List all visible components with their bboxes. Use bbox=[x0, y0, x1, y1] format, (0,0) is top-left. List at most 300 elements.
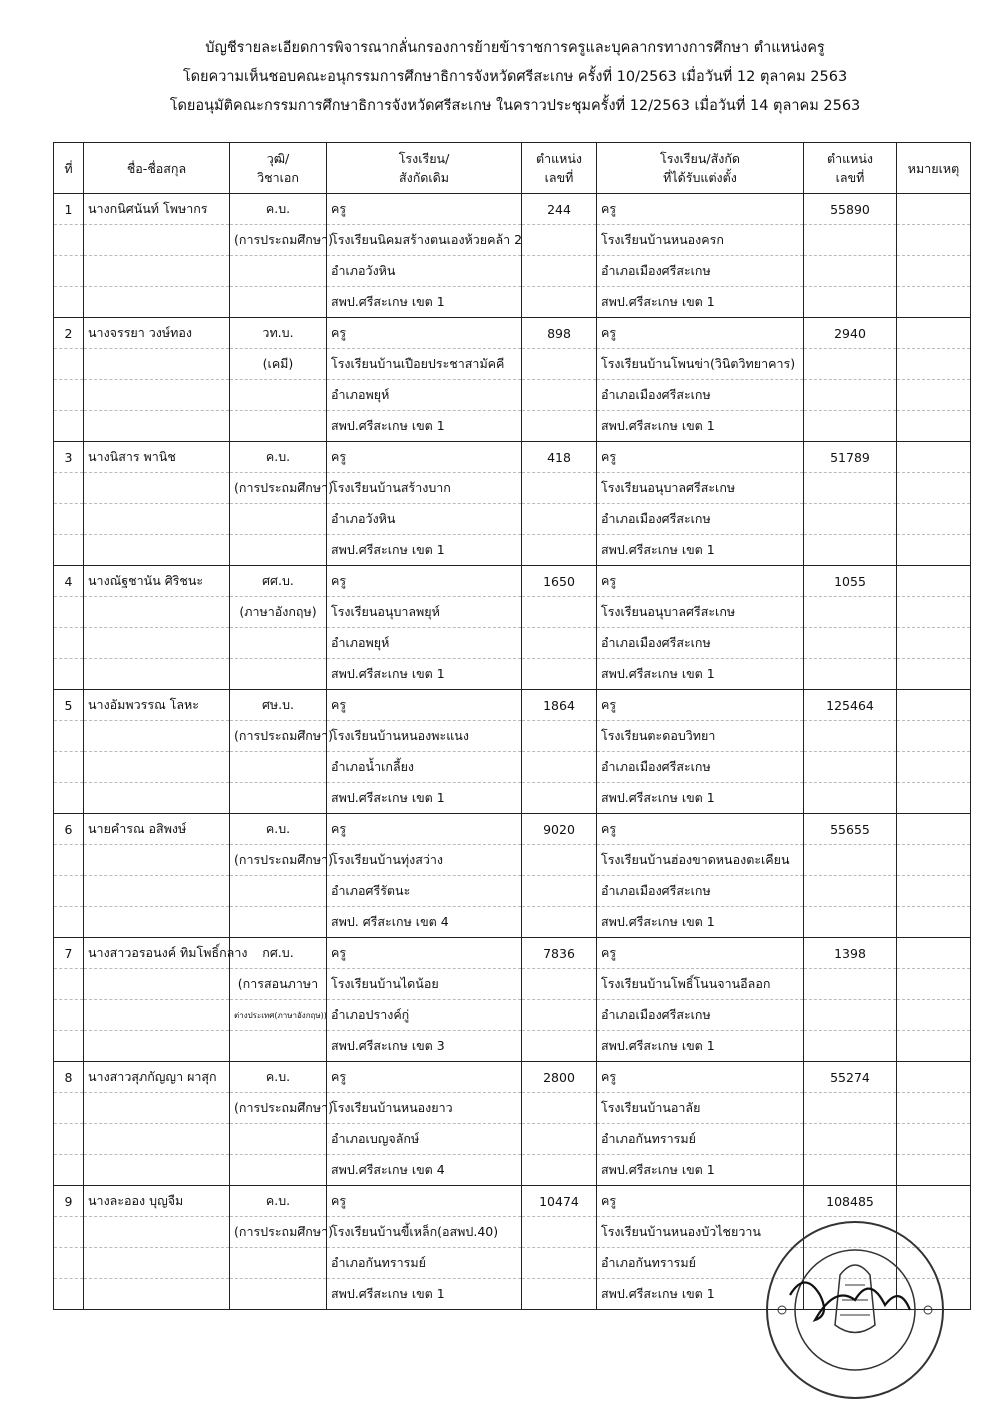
row-number bbox=[54, 597, 84, 628]
degree-major: (การสอนภาษา bbox=[230, 969, 327, 1000]
degree-major: กศ.บ. bbox=[230, 938, 327, 969]
new-school: สพป.ศรีสะเกษ เขต 1 bbox=[597, 411, 804, 442]
new-school: โรงเรียนอนุบาลศรีสะเกษ bbox=[597, 597, 804, 628]
table-row bbox=[54, 814, 971, 845]
new-position-number bbox=[804, 783, 897, 814]
position-number bbox=[522, 380, 597, 411]
original-school: อำเภอพยุห์ bbox=[327, 628, 522, 659]
row-number: 6 bbox=[54, 814, 84, 845]
new-position-number bbox=[804, 411, 897, 442]
new-school: ครู bbox=[597, 1186, 804, 1217]
new-position-number: 55890 bbox=[804, 194, 897, 225]
position-number bbox=[522, 659, 597, 690]
original-school: สพป.ศรีสะเกษ เขต 1 bbox=[327, 287, 522, 318]
row-number bbox=[54, 752, 84, 783]
new-position-number bbox=[804, 907, 897, 938]
row-number bbox=[54, 349, 84, 380]
degree-major: วท.บ. bbox=[230, 318, 327, 349]
person-name bbox=[84, 1248, 230, 1279]
person-name bbox=[84, 535, 230, 566]
position-number bbox=[522, 411, 597, 442]
remark bbox=[897, 411, 971, 442]
table-row bbox=[54, 752, 971, 783]
original-school: โรงเรียนบ้านสร้างบาก bbox=[327, 473, 522, 504]
degree-major: ศศ.บ. bbox=[230, 566, 327, 597]
row-number bbox=[54, 256, 84, 287]
row-number: 4 bbox=[54, 566, 84, 597]
new-position-number bbox=[804, 845, 897, 876]
table-row bbox=[54, 318, 971, 349]
row-number bbox=[54, 659, 84, 690]
col-remark-label: หมายเหตุ bbox=[907, 160, 960, 176]
position-number: 898 bbox=[522, 318, 597, 349]
new-school: สพป.ศรีสะเกษ เขต 1 bbox=[597, 1279, 804, 1310]
col-degree-label-2: วิชาเอก bbox=[257, 170, 299, 185]
original-school: ครู bbox=[327, 690, 522, 721]
new-position-number: 1055 bbox=[804, 566, 897, 597]
original-school: ครู bbox=[327, 566, 522, 597]
position-number bbox=[522, 876, 597, 907]
row-number: 1 bbox=[54, 194, 84, 225]
original-school: โรงเรียนบ้านขี้เหล็ก(อสพป.40) bbox=[327, 1217, 522, 1248]
position-number: 2800 bbox=[522, 1062, 597, 1093]
remark bbox=[897, 938, 971, 969]
row-number bbox=[54, 225, 84, 256]
col-header-name bbox=[84, 143, 230, 194]
new-position-number: 55655 bbox=[804, 814, 897, 845]
row-number bbox=[54, 1217, 84, 1248]
new-position-number bbox=[804, 1000, 897, 1031]
person-name bbox=[84, 380, 230, 411]
position-number bbox=[522, 504, 597, 535]
col-pos-label-2: เลขที่ bbox=[544, 170, 574, 185]
new-school: สพป.ศรีสะเกษ เขต 1 bbox=[597, 659, 804, 690]
table-row bbox=[54, 504, 971, 535]
original-school: อำเภอวังหิน bbox=[327, 504, 522, 535]
col-header-pos bbox=[522, 143, 597, 194]
degree-major bbox=[230, 1248, 327, 1279]
col-header-remark bbox=[897, 143, 971, 194]
person-name bbox=[84, 1000, 230, 1031]
remark bbox=[897, 628, 971, 659]
new-school: ครู bbox=[597, 566, 804, 597]
new-school: ครู bbox=[597, 318, 804, 349]
new-position-number bbox=[804, 535, 897, 566]
position-number bbox=[522, 287, 597, 318]
header-line-1: บัญชีรายละเอียดการพิจารณากลั่นกรองการย้ายข้าราชการครูและบุคลากรทางการศึกษา ตำแหน่งครู bbox=[205, 40, 825, 56]
new-school: ครู bbox=[597, 938, 804, 969]
position-number bbox=[522, 783, 597, 814]
degree-major bbox=[230, 659, 327, 690]
degree-major bbox=[230, 287, 327, 318]
position-number bbox=[522, 1031, 597, 1062]
person-name bbox=[84, 876, 230, 907]
table-row bbox=[54, 783, 971, 814]
new-position-number bbox=[804, 659, 897, 690]
new-school: อำเภอกันทรารมย์ bbox=[597, 1248, 804, 1279]
original-school: สพป. ศรีสะเกษ เขต 4 bbox=[327, 907, 522, 938]
remark bbox=[897, 1000, 971, 1031]
remark bbox=[897, 876, 971, 907]
original-school: ครู bbox=[327, 814, 522, 845]
new-school: อำเภอเมืองศรีสะเกษ bbox=[597, 876, 804, 907]
remark bbox=[897, 442, 971, 473]
original-school: โรงเรียนบ้านไดน้อย bbox=[327, 969, 522, 1000]
new-position-number bbox=[804, 1093, 897, 1124]
row-number bbox=[54, 473, 84, 504]
person-name: นางณัฐชานัน ศิริชนะ bbox=[84, 566, 230, 597]
new-school: โรงเรียนอนุบาลศรีสะเกษ bbox=[597, 473, 804, 504]
position-number: 1864 bbox=[522, 690, 597, 721]
degree-major bbox=[230, 752, 327, 783]
original-school: โรงเรียนบ้านทุ่งสว่าง bbox=[327, 845, 522, 876]
degree-major bbox=[230, 876, 327, 907]
person-name bbox=[84, 473, 230, 504]
remark bbox=[897, 969, 971, 1000]
new-school: อำเภอเมืองศรีสะเกษ bbox=[597, 752, 804, 783]
person-name: นางละออง บุญจืม bbox=[84, 1186, 230, 1217]
degree-major: ค.บ. bbox=[230, 442, 327, 473]
remark bbox=[897, 907, 971, 938]
degree-major bbox=[230, 907, 327, 938]
person-name: นางจรรยา วงษ์ทอง bbox=[84, 318, 230, 349]
new-school: อำเภอเมืองศรีสะเกษ bbox=[597, 380, 804, 411]
new-school: สพป.ศรีสะเกษ เขต 1 bbox=[597, 907, 804, 938]
new-school: สพป.ศรีสะเกษ เขต 1 bbox=[597, 1031, 804, 1062]
col-name-label: ชื่อ-ชื่อสกุล bbox=[126, 160, 187, 176]
remark bbox=[897, 721, 971, 752]
remark bbox=[897, 349, 971, 380]
new-position-number bbox=[804, 1031, 897, 1062]
person-name bbox=[84, 659, 230, 690]
remark bbox=[897, 690, 971, 721]
new-school: อำเภอเมืองศรีสะเกษ bbox=[597, 256, 804, 287]
remark bbox=[897, 566, 971, 597]
position-number bbox=[522, 256, 597, 287]
row-number: 3 bbox=[54, 442, 84, 473]
degree-major: ค.บ. bbox=[230, 194, 327, 225]
position-number: 244 bbox=[522, 194, 597, 225]
original-school: สพป.ศรีสะเกษ เขต 1 bbox=[327, 411, 522, 442]
remark bbox=[897, 256, 971, 287]
table-row bbox=[54, 256, 971, 287]
degree-major: ค.บ. bbox=[230, 1062, 327, 1093]
position-number: 418 bbox=[522, 442, 597, 473]
new-school: โรงเรียนบ้านโพนข่า(วินิตวิทยาคาร) bbox=[597, 349, 804, 380]
original-school: อำเภอกันทรารมย์ bbox=[327, 1248, 522, 1279]
table-row bbox=[54, 225, 971, 256]
degree-major bbox=[230, 535, 327, 566]
new-school: อำเภอกันทรารมย์ bbox=[597, 1124, 804, 1155]
position-number: 7836 bbox=[522, 938, 597, 969]
remark bbox=[897, 752, 971, 783]
new-position-number: 108485 bbox=[804, 1186, 897, 1217]
remark bbox=[897, 597, 971, 628]
table-row bbox=[54, 721, 971, 752]
new-position-number bbox=[804, 256, 897, 287]
row-number bbox=[54, 1124, 84, 1155]
new-position-number bbox=[804, 1155, 897, 1186]
original-school: อำเภอพยุห์ bbox=[327, 380, 522, 411]
table-header bbox=[54, 143, 971, 194]
degree-major: ศษ.บ. bbox=[230, 690, 327, 721]
new-position-number: 1398 bbox=[804, 938, 897, 969]
degree-major bbox=[230, 256, 327, 287]
person-name bbox=[84, 1124, 230, 1155]
person-name bbox=[84, 349, 230, 380]
table-row bbox=[54, 597, 971, 628]
table-row bbox=[54, 1031, 971, 1062]
table-row bbox=[54, 411, 971, 442]
table-row bbox=[54, 1186, 971, 1217]
table-row bbox=[54, 876, 971, 907]
new-school: ครู bbox=[597, 690, 804, 721]
position-number bbox=[522, 535, 597, 566]
new-school: โรงเรียนบ้านโพธิ์โนนจานอีลอก bbox=[597, 969, 804, 1000]
col-header-orig bbox=[327, 143, 522, 194]
row-number bbox=[54, 783, 84, 814]
new-position-number bbox=[804, 876, 897, 907]
header-line-3: โดยอนุมัติคณะกรรมการศึกษาธิการจังหวัดศรีสะเกษ ในคราวประชุมครั้งที่ 12/2563 เมื่อวันที่ 14 ตุลาคม 2563 bbox=[169, 98, 861, 114]
table-row bbox=[54, 659, 971, 690]
person-name: นางสาวอรอนงค์ ทิมโพธิ์กลาง bbox=[84, 938, 230, 969]
row-number: 9 bbox=[54, 1186, 84, 1217]
degree-major: ค.บ. bbox=[230, 1186, 327, 1217]
degree-major: (การประถมศึกษา) bbox=[230, 1093, 327, 1124]
row-number bbox=[54, 628, 84, 659]
col-degree-label-1: วุฒิ/ bbox=[266, 151, 290, 166]
col-header-no bbox=[54, 143, 84, 194]
person-name bbox=[84, 1031, 230, 1062]
person-name bbox=[84, 287, 230, 318]
table-row bbox=[54, 535, 971, 566]
position-number bbox=[522, 1248, 597, 1279]
person-name bbox=[84, 411, 230, 442]
person-name bbox=[84, 752, 230, 783]
person-name bbox=[84, 504, 230, 535]
col-newpos-label-2: เลขที่ bbox=[835, 170, 865, 185]
original-school: โรงเรียนนิคมสร้างตนเองห้วยคล้า 2 bbox=[327, 225, 522, 256]
remark bbox=[897, 194, 971, 225]
table-row bbox=[54, 1124, 971, 1155]
position-number bbox=[522, 721, 597, 752]
remark bbox=[897, 380, 971, 411]
original-school: สพป.ศรีสะเกษ เขต 4 bbox=[327, 1155, 522, 1186]
degree-major: ค.บ. bbox=[230, 814, 327, 845]
transfer-table bbox=[53, 142, 971, 1310]
new-school: ครู bbox=[597, 814, 804, 845]
person-name bbox=[84, 783, 230, 814]
remark bbox=[897, 287, 971, 318]
degree-major bbox=[230, 1124, 327, 1155]
position-number bbox=[522, 1000, 597, 1031]
original-school: ครู bbox=[327, 938, 522, 969]
person-name bbox=[84, 628, 230, 659]
person-name bbox=[84, 969, 230, 1000]
new-school: ครู bbox=[597, 1062, 804, 1093]
row-number bbox=[54, 1093, 84, 1124]
remark bbox=[897, 1031, 971, 1062]
remark bbox=[897, 318, 971, 349]
position-number bbox=[522, 845, 597, 876]
degree-major bbox=[230, 1279, 327, 1310]
person-name bbox=[84, 721, 230, 752]
row-number bbox=[54, 1279, 84, 1310]
degree-major bbox=[230, 411, 327, 442]
position-number bbox=[522, 349, 597, 380]
table-row bbox=[54, 969, 971, 1000]
new-position-number bbox=[804, 225, 897, 256]
degree-major: (การประถมศึกษา) bbox=[230, 473, 327, 504]
degree-major: (ภาษาอังกฤษ) bbox=[230, 597, 327, 628]
position-number bbox=[522, 473, 597, 504]
person-name: นายคำรณ อสิพงษ์ bbox=[84, 814, 230, 845]
new-position-number: 2940 bbox=[804, 318, 897, 349]
original-school: สพป.ศรีสะเกษ เขต 3 bbox=[327, 1031, 522, 1062]
row-number bbox=[54, 721, 84, 752]
original-school: สพป.ศรีสะเกษ เขต 1 bbox=[327, 659, 522, 690]
remark bbox=[897, 783, 971, 814]
new-position-number bbox=[804, 504, 897, 535]
col-orig-label-2: สังกัดเดิม bbox=[398, 170, 450, 185]
official-seal-stamp bbox=[760, 1215, 950, 1405]
degree-major bbox=[230, 1031, 327, 1062]
new-school: สพป.ศรีสะเกษ เขต 1 bbox=[597, 287, 804, 318]
position-number bbox=[522, 628, 597, 659]
original-school: โรงเรียนบ้านหนองยาว bbox=[327, 1093, 522, 1124]
row-number bbox=[54, 535, 84, 566]
position-number: 10474 bbox=[522, 1186, 597, 1217]
position-number bbox=[522, 1279, 597, 1310]
original-school: ครู bbox=[327, 1186, 522, 1217]
original-school: สพป.ศรีสะเกษ เขต 1 bbox=[327, 1279, 522, 1310]
row-number bbox=[54, 1155, 84, 1186]
document-header bbox=[0, 34, 1000, 121]
remark bbox=[897, 1093, 971, 1124]
col-header-new bbox=[597, 143, 804, 194]
remark bbox=[897, 473, 971, 504]
remark bbox=[897, 225, 971, 256]
remark bbox=[897, 504, 971, 535]
row-number bbox=[54, 1000, 84, 1031]
new-position-number bbox=[804, 473, 897, 504]
original-school: สพป.ศรีสะเกษ เขต 1 bbox=[327, 535, 522, 566]
person-name: นางกนิศนันท์ โพษากร bbox=[84, 194, 230, 225]
original-school: ครู bbox=[327, 442, 522, 473]
row-number: 5 bbox=[54, 690, 84, 721]
remark bbox=[897, 814, 971, 845]
degree-major: (การประถมศึกษา) bbox=[230, 225, 327, 256]
table-row bbox=[54, 194, 971, 225]
new-position-number bbox=[804, 628, 897, 659]
table-row bbox=[54, 1155, 971, 1186]
row-number: 8 bbox=[54, 1062, 84, 1093]
table-row bbox=[54, 349, 971, 380]
original-school: ครู bbox=[327, 318, 522, 349]
new-school: โรงเรียนบ้านฮ่องขาดหนองตะเคียน bbox=[597, 845, 804, 876]
table-row bbox=[54, 473, 971, 504]
position-number bbox=[522, 969, 597, 1000]
table-row bbox=[54, 907, 971, 938]
new-position-number: 55274 bbox=[804, 1062, 897, 1093]
position-number: 1650 bbox=[522, 566, 597, 597]
row-number bbox=[54, 380, 84, 411]
original-school: อำเภอน้ำเกลี้ยง bbox=[327, 752, 522, 783]
row-number bbox=[54, 876, 84, 907]
person-name bbox=[84, 225, 230, 256]
new-school: อำเภอเมืองศรีสะเกษ bbox=[597, 1000, 804, 1031]
new-position-number: 51789 bbox=[804, 442, 897, 473]
table-row bbox=[54, 380, 971, 411]
degree-major: (การประถมศึกษา) bbox=[230, 845, 327, 876]
position-number bbox=[522, 1155, 597, 1186]
person-name: นางสาวสุภกัญญา ผาสุก bbox=[84, 1062, 230, 1093]
position-number bbox=[522, 1217, 597, 1248]
table-row bbox=[54, 287, 971, 318]
degree-major: (การประถมศึกษา) bbox=[230, 1217, 327, 1248]
col-header-degree bbox=[230, 143, 327, 194]
original-school: ครู bbox=[327, 1062, 522, 1093]
person-name bbox=[84, 845, 230, 876]
col-orig-label-1: โรงเรียน/ bbox=[398, 151, 450, 166]
new-school: อำเภอเมืองศรีสะเกษ bbox=[597, 628, 804, 659]
remark bbox=[897, 1186, 971, 1217]
row-number bbox=[54, 907, 84, 938]
row-number bbox=[54, 287, 84, 318]
person-name bbox=[84, 1217, 230, 1248]
new-position-number bbox=[804, 287, 897, 318]
original-school: อำเภอศรีรัตนะ bbox=[327, 876, 522, 907]
position-number bbox=[522, 752, 597, 783]
remark bbox=[897, 1155, 971, 1186]
remark bbox=[897, 535, 971, 566]
person-name: นางอัมพวรรณ โลหะ bbox=[84, 690, 230, 721]
row-number: 2 bbox=[54, 318, 84, 349]
degree-major: (การประถมศึกษา) bbox=[230, 721, 327, 752]
table-row bbox=[54, 845, 971, 876]
new-position-number bbox=[804, 597, 897, 628]
position-number bbox=[522, 1093, 597, 1124]
row-number bbox=[54, 411, 84, 442]
person-name bbox=[84, 256, 230, 287]
position-number bbox=[522, 597, 597, 628]
position-number bbox=[522, 907, 597, 938]
degree-major bbox=[230, 380, 327, 411]
original-school: ครู bbox=[327, 194, 522, 225]
new-school: สพป.ศรีสะเกษ เขต 1 bbox=[597, 535, 804, 566]
row-number bbox=[54, 504, 84, 535]
col-no-label: ที่ bbox=[64, 160, 73, 176]
table-row bbox=[54, 1000, 971, 1031]
col-new-label-2: ที่ได้รับแต่งตั้ง bbox=[663, 170, 737, 185]
table-row bbox=[54, 690, 971, 721]
original-school: อำเภอปรางค์กู่ bbox=[327, 1000, 522, 1031]
person-name bbox=[84, 597, 230, 628]
person-name bbox=[84, 907, 230, 938]
position-number: 9020 bbox=[522, 814, 597, 845]
new-school: โรงเรียนบ้านหนองครก bbox=[597, 225, 804, 256]
position-number bbox=[522, 225, 597, 256]
new-school: สพป.ศรีสะเกษ เขต 1 bbox=[597, 783, 804, 814]
person-name: นางนิสาร พานิช bbox=[84, 442, 230, 473]
new-position-number bbox=[804, 969, 897, 1000]
original-school: โรงเรียนอนุบาลพยุห์ bbox=[327, 597, 522, 628]
table-row bbox=[54, 628, 971, 659]
degree-major: ต่างประเทศ(ภาษาอังกฤษ)) bbox=[230, 1000, 327, 1031]
degree-major bbox=[230, 628, 327, 659]
col-pos-label-1: ตำแหน่ง bbox=[535, 151, 583, 166]
person-name bbox=[84, 1279, 230, 1310]
